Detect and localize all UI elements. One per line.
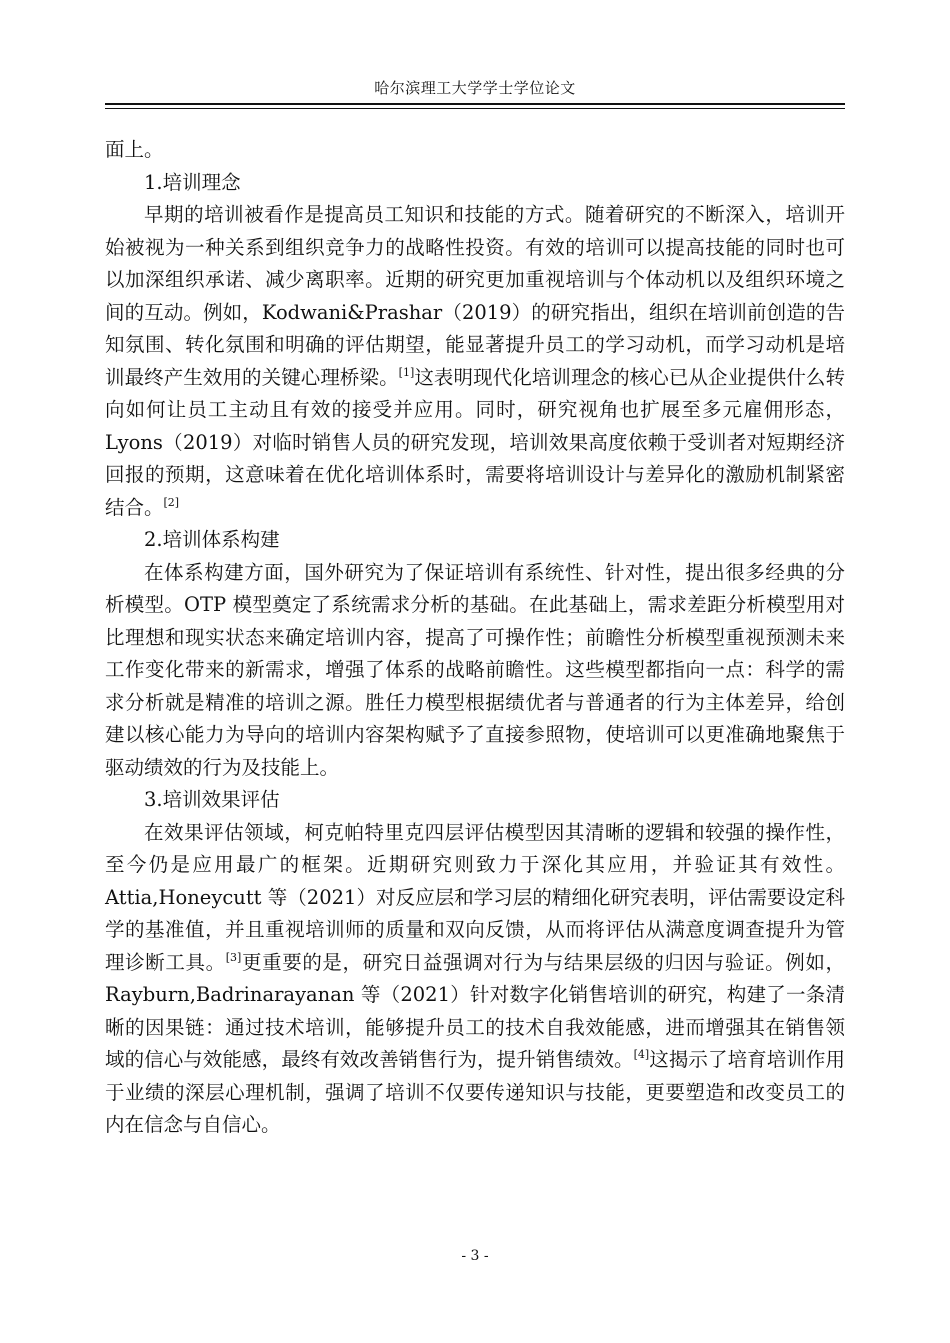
page-body bbox=[105, 134, 845, 1142]
section-heading-training-evaluation: 3.培训效果评估 bbox=[144, 788, 280, 811]
paragraph-text: 在效果评估领域，柯克帕特里克四层评估模型因其清晰的逻辑和较强的操作性，至今仍是应用最广的框架。近期研究则致力于深化其应用，并验证其有效性。Attia,Honeycutt 等（2021）对反应层和学习层的精细化研究表明，评估需要设定科学的基准值，并且重视培训师的质量和双向反馈，从而将评估从满意度调查提升为管理诊断工具。 bbox=[105, 820, 845, 974]
section-heading-training-system: 2.培训体系构建 bbox=[144, 528, 280, 551]
page-number: - 3 - bbox=[461, 1248, 489, 1264]
section-heading-training-concept: 1.培训理念 bbox=[144, 170, 241, 194]
header-rule-thin bbox=[105, 108, 845, 109]
paragraph-text: 这揭示了培育培训作用于业绩的深层心理机制，强调了培训不仅要传递知识与技能，更要塑造和改变员工的内在信念与自信心。 bbox=[105, 1048, 845, 1136]
citation-ref: [3] bbox=[225, 950, 242, 964]
paragraph-training-system: 在体系构建方面，国外研究为了保证培训有系统性、针对性，提出很多经典的分析模型。OTP 模型奠定了系统需求分析的基础。在此基础上，需求差距分析模型用对比理想和现实状态来确定培训内容，提高了可操作性；前瞻性分析模型重视预测未来工作变化带来的新需求，增强了体系的战略前瞻性。这些模型都指向一点：科学的需求分析就是精准的培训之源。胜任力模型根据绩优者与普通者的行为主体差异，给创建以核心能力为导向的培训内容架构赋予了直接参照物，使培训可以更准确地聚焦于驱动绩效的行为及技能上。 bbox=[105, 560, 845, 779]
paragraph-training-evaluation bbox=[105, 817, 845, 1142]
citation-ref: [1] bbox=[398, 365, 415, 379]
paragraph-text: 更重要的是，研究日益强调对行为与结果层级的归因与验证。例如，Rayburn,Badrinarayanan 等（2021）针对数字化销售培训的研究，构建了一条清晰的因果链：通过技术培训，能够提升员工的技术自我效能感，进而增强其在销售领域的信心与效能感，最终有效改善销售行为，提升销售绩效。 bbox=[105, 950, 845, 1071]
header-rule-thick bbox=[105, 103, 845, 105]
citation-ref: [4] bbox=[633, 1048, 650, 1061]
paragraph-text: 这表明现代化培训理念的核心已从企业提供什么转向如何让员工主动且有效的接受并应用。同时，研究视角也扩展至多元雇佣形态，Lyons（2019）对临时销售人员的研究发现，培训效果高度依赖于受训者对短期经济回报的预期，这意味着在优化培训体系时，需要将培训设计与差异化的激励机制紧密结合。 bbox=[105, 365, 845, 519]
running-header: 哈尔滨理工大学学士学位论文 bbox=[374, 79, 576, 97]
paragraph-continuation: 面上。 bbox=[105, 138, 164, 161]
citation-ref: [2] bbox=[163, 495, 180, 509]
paragraph-text: 早期的培训被看作是提高员工知识和技能的方式。随着研究的不断深入，培训开始被视为一种关系到组织竞争力的战略性投资。有效的培训可以提高技能的同时也可以加深组织承诺、减少离职率。近期的研究更加重视培训与个体动机以及组织环境之间的互动。例如，Kodwani&Prashar（2019）的研究指出，组织在培训前创造的告知氛围、转化氛围和明确的评估期望，能显著提升员工的学习动机，而学习动机是培训最终产生效用的关键心理桥梁。 bbox=[105, 203, 845, 389]
paragraph-training-concept bbox=[105, 199, 845, 524]
